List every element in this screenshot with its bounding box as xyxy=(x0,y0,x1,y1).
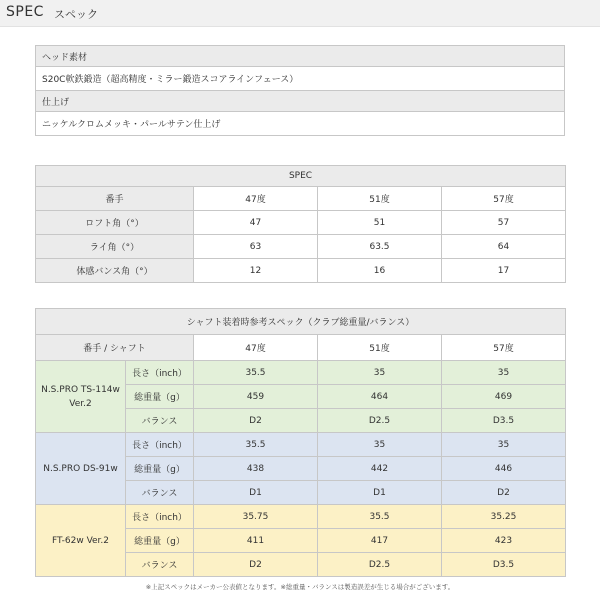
head-material-value-row xyxy=(36,67,565,91)
shaft-cell: D2.5 xyxy=(318,409,442,433)
shaft-row xyxy=(36,361,566,385)
shaft-row xyxy=(36,433,566,457)
shaft-cell: 446 xyxy=(442,457,566,481)
shaft-row-label: バランス xyxy=(126,481,194,505)
shaft-name: N.S.PRO TS-114w Ver.2 xyxy=(36,361,126,433)
finish-value: ニッケルクロムメッキ・パールサテン仕上げ xyxy=(36,112,565,136)
shaft-cell: D1 xyxy=(318,481,442,505)
spec-cell: 17 xyxy=(442,259,566,283)
shaft-title-row xyxy=(36,309,566,335)
head-material-table xyxy=(35,45,565,136)
shaft-row-label: 総重量（g） xyxy=(126,385,194,409)
spec-cell: 12 xyxy=(194,259,318,283)
spec-row-label: 体感バンス角（°） xyxy=(36,259,194,283)
shaft-name: N.S.PRO DS-91w xyxy=(36,433,126,505)
shaft-cell: 469 xyxy=(442,385,566,409)
shaft-cell: 35 xyxy=(318,433,442,457)
head-material-value: S20C軟鉄鍛造（超高精度・ミラー鍛造スコアラインフェース） xyxy=(36,67,565,91)
spec-row-loft xyxy=(36,211,566,235)
spec-row-bounce xyxy=(36,259,566,283)
shaft-spec-title: シャフト装着時参考スペック（クラブ総重量/バランス） xyxy=(36,309,566,335)
shaft-cell: 35 xyxy=(318,361,442,385)
spec-cell: 51 xyxy=(318,211,442,235)
spec-cell: 63.5 xyxy=(318,235,442,259)
shaft-name: FT-62w Ver.2 xyxy=(36,505,126,577)
footnote: ※上記スペックはメーカー公表値となります。※総重量・バランスは製造誤差が生じる場合がございます。 xyxy=(145,583,455,591)
spec-col-57: 57度 xyxy=(442,187,566,211)
shaft-row-header: 番手 / シャフト xyxy=(36,335,194,361)
shaft-cell: 438 xyxy=(194,457,318,481)
spec-cell: 63 xyxy=(194,235,318,259)
shaft-cell: D3.5 xyxy=(442,553,566,577)
shaft-row-label: バランス xyxy=(126,553,194,577)
shaft-cell: 35.75 xyxy=(194,505,318,529)
spec-header-row xyxy=(36,187,566,211)
spec-col-51: 51度 xyxy=(318,187,442,211)
shaft-cell: 35 xyxy=(442,433,566,457)
shaft-cell: D2.5 xyxy=(318,553,442,577)
shaft-cell: 464 xyxy=(318,385,442,409)
shaft-row-label: バランス xyxy=(126,409,194,433)
shaft-cell: 411 xyxy=(194,529,318,553)
head-material-label: ヘッド素材 xyxy=(36,46,565,67)
shaft-cell: D2 xyxy=(442,481,566,505)
shaft-header-row xyxy=(36,335,566,361)
finish-label: 仕上げ xyxy=(36,91,565,112)
shaft-cell: 35 xyxy=(442,361,566,385)
shaft-cell: D1 xyxy=(194,481,318,505)
shaft-cell: 35.5 xyxy=(318,505,442,529)
spec-title: SPEC xyxy=(36,166,566,187)
shaft-row-label: 長さ（inch） xyxy=(126,505,194,529)
shaft-cell: 423 xyxy=(442,529,566,553)
spec-cell: 64 xyxy=(442,235,566,259)
shaft-row-label: 総重量（g） xyxy=(126,457,194,481)
spec-row-lie xyxy=(36,235,566,259)
section-title-en: SPEC xyxy=(6,4,44,20)
shaft-cell: 442 xyxy=(318,457,442,481)
shaft-cell: 35.25 xyxy=(442,505,566,529)
finish-value-row xyxy=(36,112,565,136)
shaft-row xyxy=(36,505,566,529)
spec-cell: 16 xyxy=(318,259,442,283)
shaft-cell: 35.5 xyxy=(194,433,318,457)
shaft-cell: D2 xyxy=(194,553,318,577)
spec-row-header: 番手 xyxy=(36,187,194,211)
shaft-cell: D3.5 xyxy=(442,409,566,433)
shaft-row-label: 長さ（inch） xyxy=(126,433,194,457)
shaft-row-label: 長さ（inch） xyxy=(126,361,194,385)
head-material-label-row xyxy=(36,46,565,67)
shaft-spec-table xyxy=(35,308,566,577)
shaft-col-47: 47度 xyxy=(194,335,318,361)
shaft-cell: 417 xyxy=(318,529,442,553)
shaft-col-57: 57度 xyxy=(442,335,566,361)
shaft-cell: 459 xyxy=(194,385,318,409)
spec-row-label: ライ角（°） xyxy=(36,235,194,259)
spec-cell: 47 xyxy=(194,211,318,235)
spec-row-label: ロフト角（°） xyxy=(36,211,194,235)
finish-label-row xyxy=(36,91,565,112)
shaft-row-label: 総重量（g） xyxy=(126,529,194,553)
spec-table xyxy=(35,165,566,283)
section-header xyxy=(0,0,600,27)
section-title-ja: スペック xyxy=(54,8,98,21)
shaft-cell: D2 xyxy=(194,409,318,433)
shaft-cell: 35.5 xyxy=(194,361,318,385)
spec-cell: 57 xyxy=(442,211,566,235)
shaft-col-51: 51度 xyxy=(318,335,442,361)
spec-title-row xyxy=(36,166,566,187)
spec-col-47: 47度 xyxy=(194,187,318,211)
